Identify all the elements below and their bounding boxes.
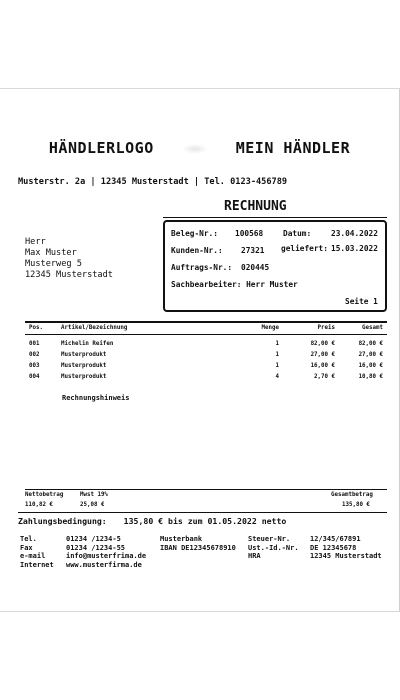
table-row	[25, 374, 387, 384]
footer-hra-label: HRA	[248, 552, 261, 561]
gesamt-value: 135,80 €	[342, 502, 370, 508]
row-gesamt: 82,00 €	[358, 341, 383, 347]
col-pos: Pos.	[29, 325, 43, 331]
table-row	[25, 352, 387, 362]
beleg-label: Beleg-Nr.:	[171, 229, 218, 238]
title-underline	[163, 217, 387, 218]
datum-label: Datum:	[283, 229, 312, 238]
row-gesamt: 27,00 €	[358, 352, 383, 358]
footer-email: info@musterfrima.de	[66, 552, 147, 561]
footer-email-label: e-mail	[20, 552, 46, 561]
table-row	[25, 341, 387, 351]
invoice-hint: Rechnungshinweis	[62, 394, 130, 402]
footer-fax: 01234 /1234-55	[66, 543, 126, 552]
customer-street: Musterweg 5	[25, 259, 82, 269]
row-menge: 4	[275, 374, 279, 380]
footer-tax-values	[310, 535, 382, 561]
gesamt-label: Gesamtbetrag	[331, 492, 373, 498]
row-menge: 1	[275, 341, 279, 347]
footer-bank	[160, 535, 236, 552]
customer-city: 12345 Musterstadt	[25, 270, 113, 280]
row-pos: 001	[29, 341, 40, 347]
col-preis: Preis	[317, 325, 335, 331]
beleg-value: 100568	[235, 229, 264, 238]
row-artikel: Michelin Reifen	[61, 341, 114, 347]
col-gesamt: Gesamt	[362, 325, 383, 331]
mwst-label: Mwst 19%	[80, 492, 108, 498]
footer-contact-values	[66, 535, 146, 569]
table-row	[25, 363, 387, 373]
table-top-rule	[25, 321, 387, 323]
customer-salutation: Herr	[25, 237, 46, 247]
row-pos: 002	[29, 352, 40, 358]
footer-tel-label: Tel.	[20, 535, 37, 543]
kunden-label: Kunden-Nr.:	[171, 246, 223, 255]
row-artikel: Musterprodukt	[61, 363, 107, 369]
merchant-logo: HÄNDLERLOGO	[48, 139, 154, 157]
totals-top-rule	[25, 489, 387, 490]
page-number: Seite 1	[345, 297, 378, 306]
footer-steuer-label: Steuer-Nr.	[248, 535, 291, 543]
netto-value: 110,82 €	[25, 502, 53, 508]
footer-contact-labels	[20, 535, 54, 569]
customer-address	[25, 237, 113, 281]
row-menge: 1	[275, 352, 279, 358]
totals-bottom-rule	[18, 512, 387, 513]
col-artikel: Artikel/Bezeichnung	[61, 325, 128, 331]
footer-iban: IBAN DE12345678910	[160, 543, 236, 552]
row-pos: 003	[29, 363, 40, 369]
footer-internet-label: Internet	[20, 560, 54, 569]
footer-hra: 12345 Musterstadt	[310, 552, 382, 561]
row-artikel: Musterprodukt	[61, 352, 107, 358]
row-menge: 1	[275, 363, 279, 369]
footer-ustid: DE 12345678	[310, 543, 357, 552]
netto-label: Nettobetrag	[25, 492, 64, 498]
footer-ustid-label: Ust.-Id.-Nr.	[248, 543, 299, 552]
table-header-rule	[25, 334, 387, 335]
row-preis: 2,70 €	[314, 374, 335, 380]
customer-name: Max Muster	[25, 248, 77, 258]
col-menge: Menge	[261, 325, 279, 331]
document-title: RECHNUNG	[224, 199, 287, 214]
merchant-name: MEIN HÄNDLER	[235, 139, 351, 157]
row-artikel: Musterprodukt	[61, 374, 107, 380]
footer-website: www.musterfirma.de	[66, 560, 142, 569]
auftrag-value: 020445	[241, 263, 270, 272]
footer-tel: 01234 /1234-5	[66, 535, 121, 543]
invoice-info-box	[163, 220, 387, 312]
invoice-page	[0, 88, 400, 612]
row-pos: 004	[29, 374, 40, 380]
footer-tax-labels	[248, 535, 299, 561]
row-preis: 16,00 €	[310, 363, 335, 369]
geliefert-label: geliefert:	[281, 244, 328, 253]
footer-steuer-nr: 12/345/67891	[310, 535, 361, 543]
datum-value: 23.04.2022	[331, 229, 378, 238]
row-preis: 82,00 €	[310, 341, 335, 347]
auftrag-label: Auftrags-Nr.:	[171, 263, 233, 272]
row-preis: 27,00 €	[310, 352, 335, 358]
mwst-value: 25,08 €	[80, 502, 105, 508]
sachbearbeiter: Sachbearbeiter: Herr Muster	[171, 280, 298, 289]
geliefert-value: 15.03.2022	[331, 244, 378, 253]
sender-address: Musterstr. 2a | 12345 Musterstadt | Tel. 0123-456789	[18, 177, 288, 187]
payment-text: 135,80 € bis zum 01.05.2022 netto	[123, 516, 287, 526]
kunden-value: 27321	[241, 246, 265, 255]
row-gesamt: 16,00 €	[358, 363, 383, 369]
payment-terms	[18, 516, 286, 526]
payment-label: Zahlungsbedingung:	[18, 516, 107, 526]
logo-placeholder	[182, 144, 208, 154]
footer-fax-label: Fax	[20, 543, 33, 552]
header-title	[0, 139, 399, 157]
row-gesamt: 10,80 €	[358, 374, 383, 380]
footer-bank-name: Musterbank	[160, 535, 203, 543]
